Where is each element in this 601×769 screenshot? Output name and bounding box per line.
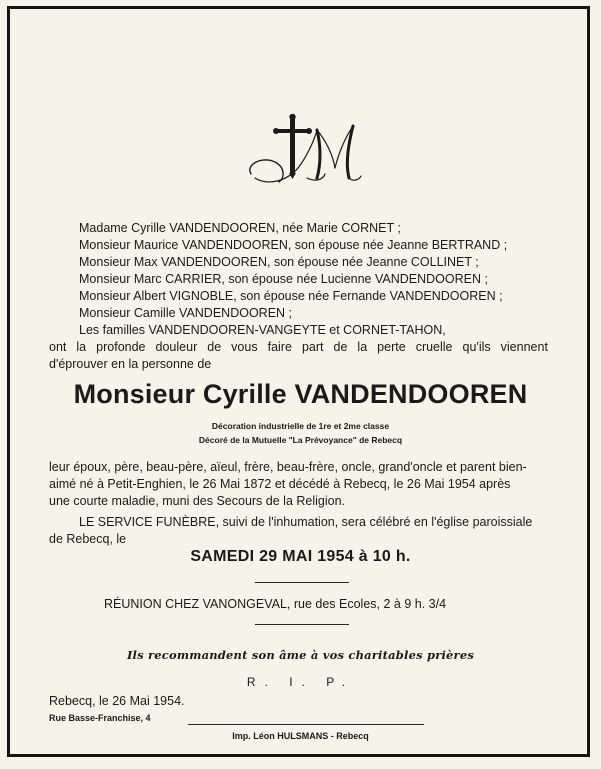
family-line-3: Monsieur Max VANDENDOOREN, son épouse née Jeanne COLLINET ; [79, 255, 479, 269]
family-line-4: Monsieur Marc CARRIER, son épouse née Lucienne VANDENDOOREN ; [79, 272, 488, 286]
address-line: Rue Basse-Franchise, 4 [49, 713, 151, 723]
intro-line-2: d'éprouver en la personne de [49, 357, 212, 371]
printer-line: Imp. Léon HULSMANS - Rebecq [232, 731, 369, 741]
family-line-6: Monsieur Camille VANDENDOOREN ; [79, 306, 293, 320]
decoration-line-2: Décoré de la Mutuelle "La Prévoyance" de Rebecq [198, 435, 403, 445]
intro-word: cruelle [415, 340, 453, 354]
family-line-2: Monsieur Maurice VANDENDOOREN, son épouse née Jeanne BERTRAND ; [79, 238, 508, 252]
intro-word: perte [377, 340, 406, 354]
deceased-name: Monsieur Cyrille VANDENDOOREN [73, 379, 528, 409]
intro-word: ont [49, 340, 67, 354]
service-line-2: de Rebecq, le [49, 532, 127, 546]
meeting-line: RÉUNION CHEZ VANONGEVAL, rue des Ecoles, 2 à 9 h. 3/4 [104, 597, 447, 611]
intro-word: profonde [96, 340, 146, 354]
prayer-line: Ils recommandent son âme à vos charitables prières [126, 648, 475, 662]
place-date: Rebecq, le 26 Mai 1954. [49, 694, 185, 708]
divider-rule [255, 582, 349, 583]
decoration-line-1: Décoration industrielle de 1re et 2me classe [211, 421, 390, 431]
divider-rule [255, 624, 349, 625]
bio-line-3: une courte maladie, muni des Secours de la Religion. [49, 494, 346, 508]
intro-word: la [76, 340, 87, 354]
intro-word: qu'ils [462, 340, 491, 354]
funeral-datetime: SAMEDI 29 MAI 1954 à 10 h. [190, 548, 411, 565]
intro-word: vous [231, 340, 258, 354]
intro-word: de [333, 340, 348, 354]
rip-line: R. I. P. [246, 675, 355, 689]
family-line-1: Madame Cyrille VANDENDOOREN, née Marie CORNET ; [79, 221, 401, 235]
intro-word: de [207, 340, 222, 354]
family-line-7: Les familles VANDENDOOREN-VANGEYTE et CORNET-TAHON, [79, 323, 446, 337]
intro-word: part [301, 340, 324, 354]
bio-line-1: leur époux, père, beau-père, aïeul, frère, beau-frère, oncle, grand'oncle et parent bien- [49, 460, 527, 474]
family-line-5: Monsieur Albert VIGNOBLE, son épouse née Fernande VANDENDOOREN ; [79, 289, 503, 303]
intro-word: faire [267, 340, 292, 354]
intro-line-1 [49, 339, 548, 355]
service-line-1: LE SERVICE FUNÈBRE, suivi de l'inhumation, sera célébré en l'église paroissiale [79, 515, 533, 529]
intro-word: viennent [500, 340, 548, 354]
printer-rule [188, 724, 424, 725]
intro-word: la [357, 340, 368, 354]
intro-word: douleur [155, 340, 198, 354]
bio-line-2: aimé né à Petit-Enghien, le 26 Mai 1872 et décédé à Rebecq, le 26 Mai 1954 après [49, 477, 511, 491]
cross-monogram-M-icon [245, 112, 365, 196]
